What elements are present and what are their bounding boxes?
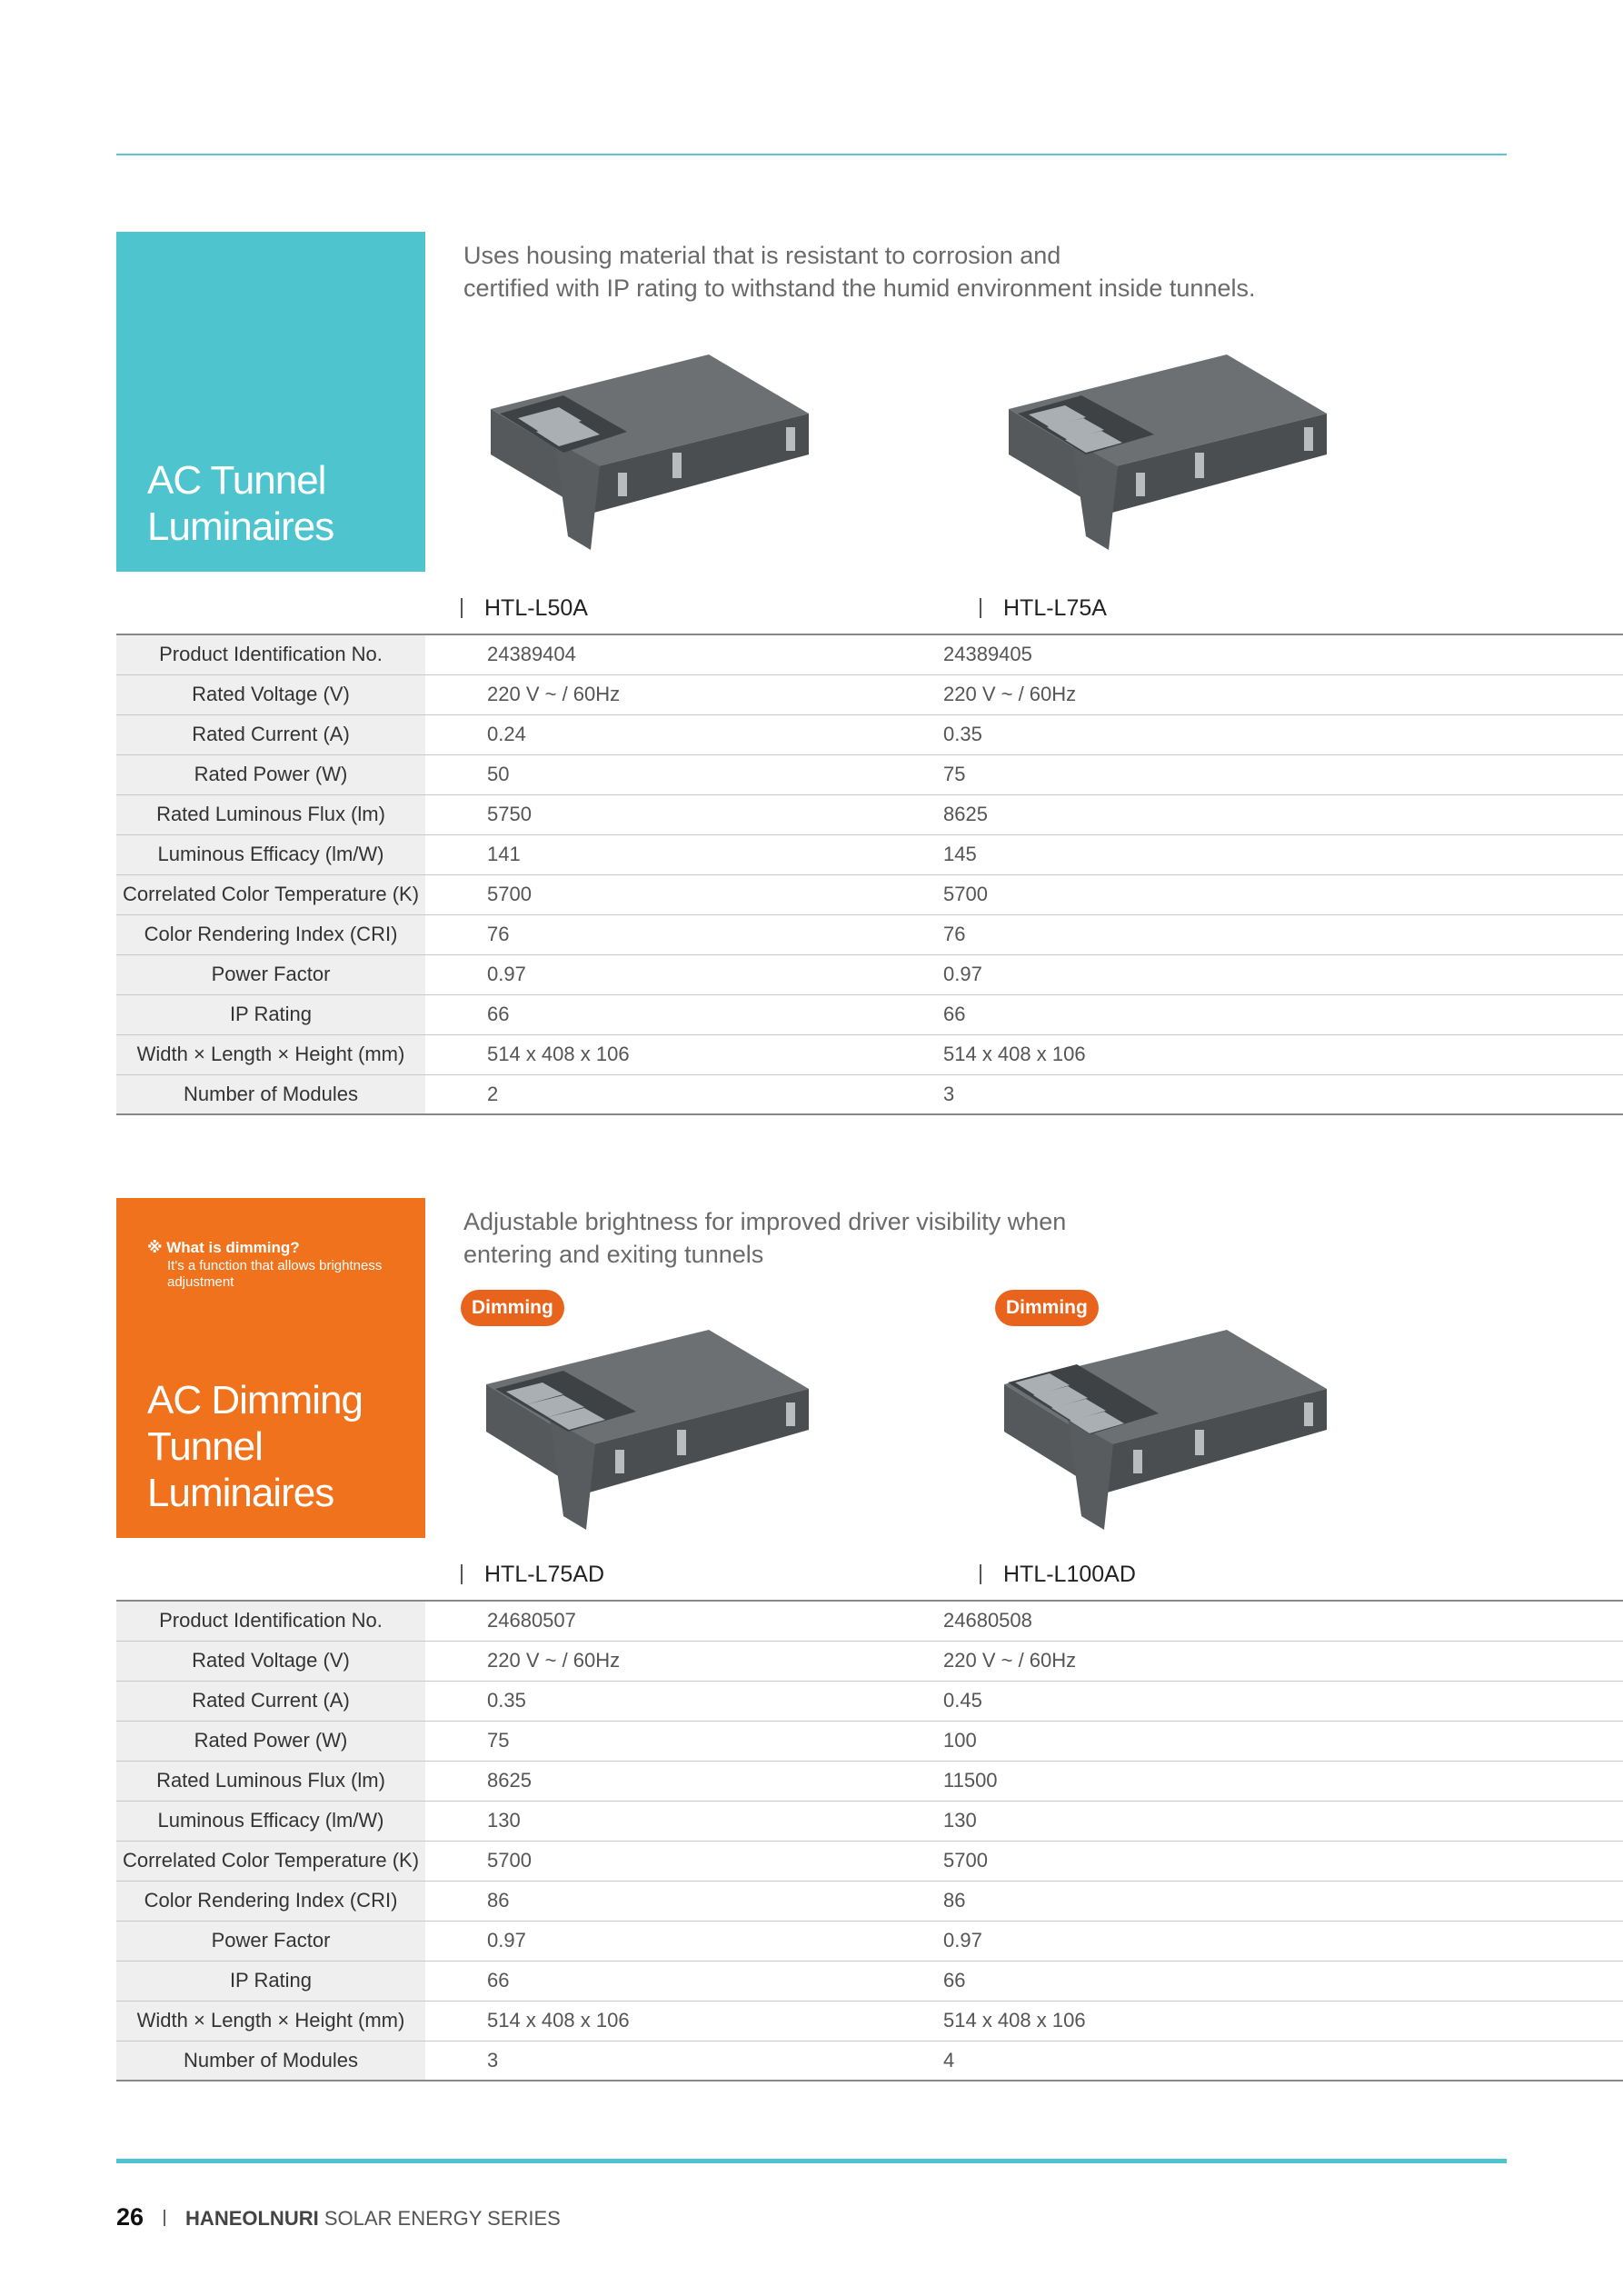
spec-value-right: 3	[943, 1082, 955, 1105]
model-name	[980, 1562, 1136, 1588]
spec-value-left: 24389404	[425, 634, 943, 674]
category-title	[147, 1377, 363, 1516]
spec-label: Number of Modules	[116, 2041, 425, 2081]
table-row	[116, 1881, 1623, 1921]
table-row	[116, 834, 1623, 874]
spec-label: IP Rating	[116, 994, 425, 1034]
dimming-note	[147, 1239, 425, 1291]
description-line: Adjustable brightness for improved driver visibility when	[463, 1208, 1067, 1235]
table-row	[116, 1801, 1623, 1841]
spec-value-left: 0.35	[425, 1681, 943, 1721]
category-title-line: Luminaires	[147, 1471, 334, 1515]
page-footer	[116, 2203, 561, 2231]
spec-value-right: 0.97	[943, 954, 1623, 994]
model-label: HTL-L100AD	[1003, 1562, 1136, 1587]
page-number: 26	[116, 2203, 144, 2231]
spec-label: Correlated Color Temperature (K)	[116, 874, 425, 914]
spec-value-left: 220 V ~ / 60Hz	[425, 1641, 943, 1681]
category-title	[147, 457, 334, 550]
table-row	[116, 1034, 1623, 1074]
spec-value-right: 514 x 408 x 106	[943, 2001, 1623, 2041]
spec-label: Power Factor	[116, 1921, 425, 1961]
table-row	[116, 1601, 1623, 1641]
table-row	[116, 994, 1623, 1034]
table-row	[116, 2001, 1623, 2041]
model-name	[980, 595, 1107, 622]
spec-label: Width × Length × Height (mm)	[116, 1034, 425, 1074]
description-line: Uses housing material that is resistant to corrosion and	[463, 242, 1061, 269]
spec-value-right: 5700	[943, 874, 1623, 914]
spec-value-left: 5700	[425, 1841, 943, 1881]
spec-label: Product Identification No.	[116, 1601, 425, 1641]
footer-series: SOLAR ENERGY SERIES	[324, 2207, 561, 2230]
spec-value-right: 24680508	[943, 1601, 1623, 1641]
table-row	[116, 1074, 1623, 1114]
table-row	[116, 1961, 1623, 2001]
spec-table	[116, 1600, 1623, 2081]
spec-value-right: 100	[943, 1721, 1623, 1761]
spec-value-right: 220 V ~ / 60Hz	[943, 1641, 1623, 1681]
dimming-badge: Dimming	[995, 1290, 1099, 1326]
luminaire-4-module-image	[995, 1330, 1327, 1534]
spec-label: Rated Current (A)	[116, 714, 425, 754]
spec-value-right: 66	[943, 1961, 1623, 2001]
table-row	[116, 1641, 1623, 1681]
spec-value-left: 2	[487, 1082, 499, 1105]
model-name	[461, 595, 588, 622]
spec-label: Rated Power (W)	[116, 754, 425, 794]
spec-value-left: 0.24	[425, 714, 943, 754]
spec-value-left: 514 x 408 x 106	[425, 1034, 943, 1074]
spec-value-right: 5700	[943, 1841, 1623, 1881]
category-box-orange	[116, 1198, 425, 1538]
spec-value-right: 145	[943, 834, 1623, 874]
note-question: ※ What is dimming?	[147, 1239, 300, 1256]
luminaire-2-module-image	[482, 354, 809, 554]
section-description	[463, 1205, 1066, 1271]
category-box-teal	[116, 232, 425, 572]
spec-value-right: 8625	[943, 794, 1623, 834]
luminaire-3-module-image	[477, 1330, 809, 1534]
table-row	[116, 914, 1623, 954]
spec-value-right: 0.97	[943, 1921, 1623, 1961]
table-row	[116, 1841, 1623, 1881]
spec-value-left: 0.97	[425, 1921, 943, 1961]
spec-label: Rated Power (W)	[116, 1721, 425, 1761]
category-title-line: Luminaires	[147, 504, 334, 549]
spec-value-right: 76	[943, 914, 1623, 954]
description-line: certified with IP rating to withstand the humid environment inside tunnels.	[463, 275, 1256, 302]
table-row	[116, 1761, 1623, 1801]
spec-value-left: 86	[425, 1881, 943, 1921]
bottom-divider	[116, 2159, 1507, 2163]
spec-label: Color Rendering Index (CRI)	[116, 914, 425, 954]
spec-value-left: 5700	[425, 874, 943, 914]
spec-label: Rated Current (A)	[116, 1681, 425, 1721]
table-row	[116, 1681, 1623, 1721]
category-title-line: AC Tunnel	[147, 458, 326, 503]
spec-value-right: 4	[943, 2048, 955, 2071]
model-name	[461, 1562, 604, 1588]
dimming-badge: Dimming	[461, 1290, 564, 1326]
spec-label: Width × Length × Height (mm)	[116, 2001, 425, 2041]
spec-label: Rated Luminous Flux (lm)	[116, 1761, 425, 1801]
table-row	[116, 714, 1623, 754]
section-description	[463, 239, 1255, 304]
spec-value-right: 514 x 408 x 106	[943, 1034, 1623, 1074]
spec-value-left: 24680507	[425, 1601, 943, 1641]
model-label: HTL-L75AD	[484, 1562, 604, 1587]
table-row	[116, 1921, 1623, 1961]
spec-label: Rated Voltage (V)	[116, 1641, 425, 1681]
spec-value-right: 0.35	[943, 714, 1623, 754]
table-row	[116, 954, 1623, 994]
spec-value-left: 75	[425, 1721, 943, 1761]
spec-label: Luminous Efficacy (lm/W)	[116, 1801, 425, 1841]
spec-label: Product Identification No.	[116, 634, 425, 674]
top-divider	[116, 154, 1507, 155]
description-line: entering and exiting tunnels	[463, 1241, 764, 1268]
spec-value-right: 220 V ~ / 60Hz	[943, 674, 1623, 714]
spec-value-left: 5750	[425, 794, 943, 834]
table-row	[116, 2041, 1623, 2081]
spec-value-left: 130	[425, 1801, 943, 1841]
model-label: HTL-L50A	[484, 595, 588, 621]
spec-value-left: 0.97	[425, 954, 943, 994]
model-label: HTL-L75A	[1003, 595, 1107, 621]
table-row	[116, 634, 1623, 674]
spec-label: IP Rating	[116, 1961, 425, 2001]
spec-value-right: 75	[943, 754, 1623, 794]
spec-value-left: 514 x 408 x 106	[425, 2001, 943, 2041]
table-row	[116, 874, 1623, 914]
table-row	[116, 1721, 1623, 1761]
spec-label: Rated Luminous Flux (lm)	[116, 794, 425, 834]
note-answer: It's a function that allows brightness adjustment	[167, 1258, 383, 1290]
category-title-line: AC Dimming	[147, 1378, 363, 1423]
spec-label: Luminous Efficacy (lm/W)	[116, 834, 425, 874]
footer-brand: HANEOLNURI	[185, 2207, 319, 2230]
spec-value-right: 24389405	[943, 634, 1623, 674]
spec-label: Number of Modules	[116, 1074, 425, 1114]
spec-value-left: 76	[425, 914, 943, 954]
spec-value-left: 3	[487, 2048, 499, 2071]
spec-value-left: 66	[425, 1961, 943, 2001]
spec-label: Color Rendering Index (CRI)	[116, 1881, 425, 1921]
spec-value-right: 86	[943, 1881, 1623, 1921]
spec-value-left: 66	[425, 994, 943, 1034]
spec-label: Rated Voltage (V)	[116, 674, 425, 714]
table-row	[116, 754, 1623, 794]
spec-value-right: 11500	[943, 1761, 1623, 1801]
category-title-line: Tunnel	[147, 1424, 263, 1469]
luminaire-3-module-image	[1000, 354, 1327, 554]
spec-value-left: 141	[425, 834, 943, 874]
spec-label: Correlated Color Temperature (K)	[116, 1841, 425, 1881]
spec-table	[116, 634, 1623, 1115]
spec-value-right: 0.45	[943, 1681, 1623, 1721]
spec-value-left: 220 V ~ / 60Hz	[425, 674, 943, 714]
spec-value-right: 130	[943, 1801, 1623, 1841]
spec-value-right: 66	[943, 994, 1623, 1034]
spec-value-left: 8625	[425, 1761, 943, 1801]
spec-value-left: 50	[425, 754, 943, 794]
table-row	[116, 674, 1623, 714]
table-row	[116, 794, 1623, 834]
spec-label: Power Factor	[116, 954, 425, 994]
